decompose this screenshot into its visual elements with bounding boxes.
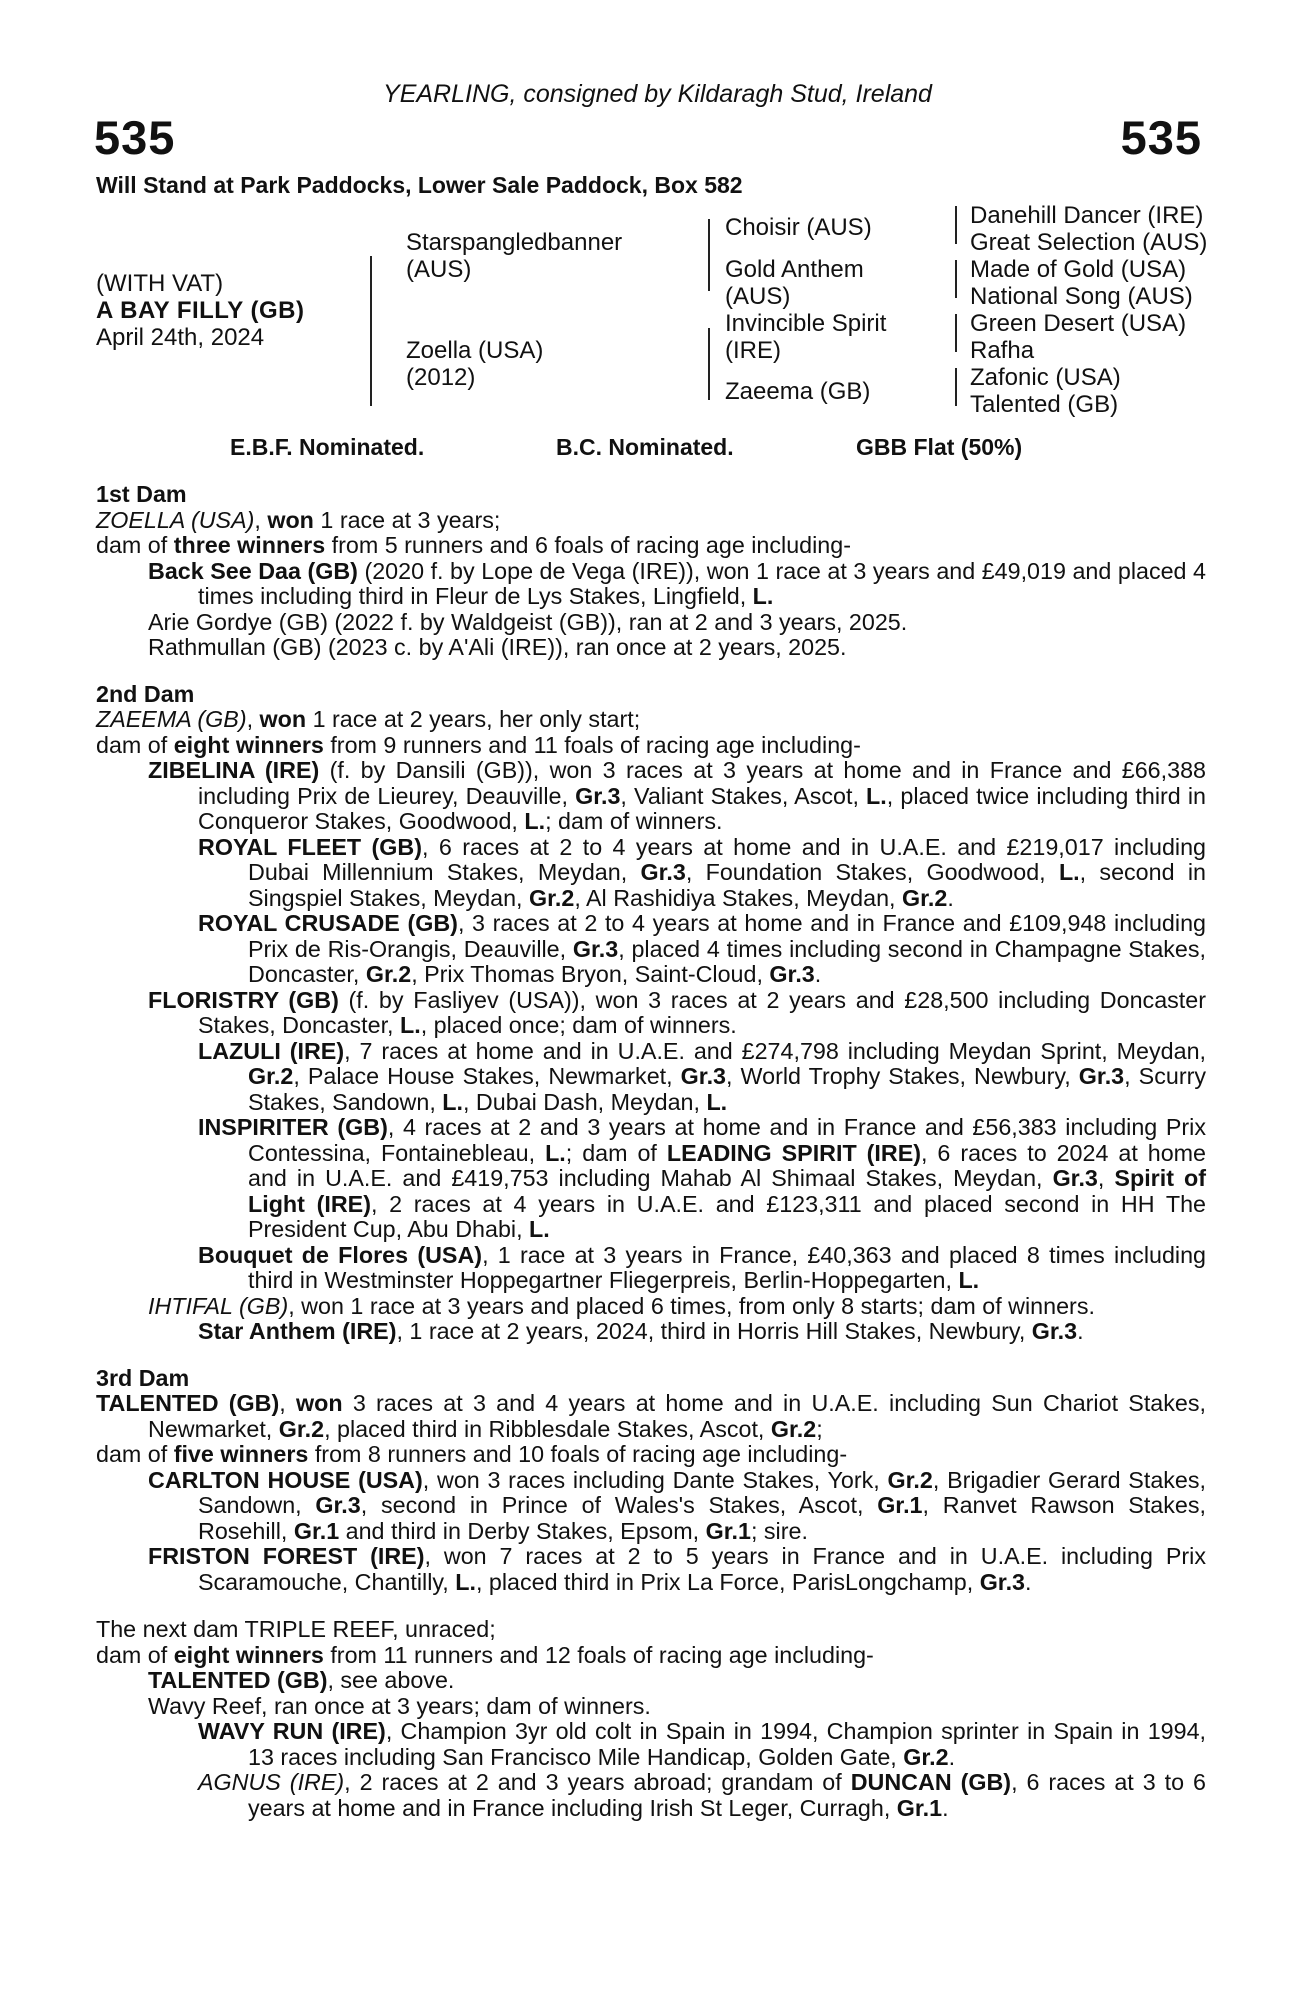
list-item: Wavy Reef, ran once at 3 years; dam of winners. bbox=[148, 1692, 651, 1719]
list-item: WAVY RUN (IRE), Champion 3yr old colt in Spain in 1994, Champion sprinter in Spain in 1994, 13 races including San Francisco Mile Handicap, Golden Gate, Gr.2. bbox=[198, 1718, 1206, 1770]
list-item: IHTIFAL (GB), won 1 race at 3 years and placed 6 times, from only 8 starts; dam of winners. bbox=[148, 1292, 1095, 1319]
next-dam-produce: dam of eight winners from 11 runners and 12 foals of racing age including- bbox=[96, 1641, 874, 1668]
second-dam-line: ZAEEMA (GB), won 1 race at 2 years, her only start; bbox=[96, 706, 641, 732]
sire-country: (AUS) bbox=[406, 256, 472, 283]
lot-number-left: 535 bbox=[94, 111, 176, 164]
gen3-7: Zafonic (USA) bbox=[970, 364, 1121, 391]
dam-year: (2012) bbox=[406, 364, 476, 391]
pedigree-brace bbox=[955, 314, 957, 352]
third-dam-heading: 3rd Dam bbox=[96, 1364, 190, 1391]
pedigree-brace bbox=[708, 328, 710, 400]
list-item: TALENTED (GB), see above. bbox=[148, 1667, 455, 1693]
pedigree-brace bbox=[370, 256, 372, 406]
dam-dam: Zaeema (GB) bbox=[725, 378, 871, 405]
pedigree-brace bbox=[955, 260, 957, 298]
gen3-8: Talented (GB) bbox=[970, 391, 1119, 418]
list-item: Bouquet de Flores (USA), 1 race at 3 years in France, £40,363 and placed 8 times including third in Westminster Hoppegartner Fliegerpreis, Berlin-Hoppegarten, L. bbox=[198, 1241, 1207, 1293]
lot-number-right: 535 bbox=[1120, 111, 1202, 164]
dam-sire: Invincible Spirit bbox=[725, 310, 887, 337]
list-item: LAZULI (IRE), 7 races at home and in U.A.E. and £274,798 including Meydan Sprint, Meydan, Gr.2, Palace House Stakes, Newmarket, Gr.3, World Trophy Stakes, Newbury, Gr.3, Scurry Stakes, Sandown, L., Dubai Dash, Meydan, L. bbox=[198, 1037, 1207, 1115]
first-dam-line: ZOELLA (USA), won 1 race at 3 years; bbox=[96, 506, 501, 533]
list-item: ROYAL CRUSADE (GB), 3 races at 2 to 4 years at home and in France and £109,948 including Prix de Ris-Orangis, Deauville, Gr.3, placed 4 times including second in Champagne Stakes, Doncaster, Gr.2, Prix Thomas Bryon, Saint-Cloud, Gr.3. bbox=[198, 910, 1206, 987]
third-dam-line: TALENTED (GB), won 3 races at 3 and 4 years at home and in U.A.E. including Sun Chariot Stakes, Newmarket, Gr.2, placed third in Ribblesdale Stakes, Ascot, Gr.2; bbox=[96, 1390, 1206, 1442]
bc-nomination: B.C. Nominated. bbox=[556, 434, 734, 460]
gen3-3: Made of Gold (USA) bbox=[970, 256, 1187, 283]
list-item: Arie Gordye (GB) (2022 f. by Waldgeist (GB)), ran at 2 and 3 years, 2025. bbox=[148, 608, 908, 635]
list-item: CARLTON HOUSE (USA), won 3 races including Dante Stakes, York, Gr.2, Brigadier Gerard Stakes, Sandown, Gr.3, second in Prince of Wales's Stakes, Ascot, Gr.1, Ranvet Rawson Stakes, Rosehill, Gr.1 and third in Derby Stakes, Epsom, Gr.1; sire. bbox=[148, 1466, 1206, 1544]
vat-note: (WITH VAT) bbox=[96, 270, 224, 297]
list-item: ROYAL FLEET (GB), 6 races at 2 to 4 years at home and in U.A.E. and £219,017 including Dubai Millennium Stakes, Meydan, Gr.3, Foundation Stakes, Goodwood, L., second in Singspiel Stakes, Meydan, Gr.2, Al Rashidiya Stakes, Meydan, Gr.2. bbox=[198, 833, 1206, 911]
third-dam-produce: dam of five winners from 8 runners and 10 foals of racing age including- bbox=[96, 1441, 848, 1467]
sire-sire: Choisir (AUS) bbox=[725, 214, 872, 241]
consignor-header: YEARLING, consigned by Kildaragh Stud, Ireland bbox=[383, 80, 932, 108]
first-dam-heading: 1st Dam bbox=[96, 481, 187, 507]
gen3-4: National Song (AUS) bbox=[970, 283, 1193, 310]
gbb-nomination: GBB Flat (50%) bbox=[856, 434, 1023, 460]
first-dam-produce: dam of three winners from 5 runners and 6 foals of racing age including- bbox=[96, 532, 851, 558]
lot-name: A BAY FILLY (GB) bbox=[96, 297, 305, 324]
list-item: FLORISTRY (GB) (f. by Fasliyev (USA)), won 3 races at 2 years and £28,500 including Doncaster Stakes, Doncaster, L., placed once; dam of winners. bbox=[148, 986, 1206, 1038]
list-item: Star Anthem (IRE), 1 race at 2 years, 2024, third in Horris Hill Stakes, Newbury, Gr.3. bbox=[198, 1318, 1084, 1344]
pedigree-brace bbox=[708, 219, 710, 291]
sire-name: Starspangledbanner bbox=[406, 229, 623, 256]
sire-dam-country: (AUS) bbox=[725, 283, 791, 310]
dam-sire-country: (IRE) bbox=[725, 337, 781, 364]
list-item: Rathmullan (GB) (2023 c. by A'Ali (IRE)), ran once at 2 years, 2025. bbox=[148, 634, 847, 660]
stand-location: Will Stand at Park Paddocks, Lower Sale Paddock, Box 582 bbox=[96, 172, 743, 198]
ebf-nomination: E.B.F. Nominated. bbox=[230, 434, 425, 460]
second-dam-heading: 2nd Dam bbox=[96, 680, 195, 707]
catalogue-body bbox=[96, 482, 1206, 1821]
sire-dam: Gold Anthem bbox=[725, 256, 864, 283]
gen3-1: Danehill Dancer (IRE) bbox=[970, 202, 1204, 229]
gen3-6: Rafha bbox=[970, 337, 1035, 364]
dam-name: Zoella (USA) bbox=[406, 337, 544, 364]
gen3-2: Great Selection (AUS) bbox=[970, 229, 1208, 256]
list-item: INSPIRITER (GB), 4 races at 2 and 3 years at home and in France and £56,383 including Prix Contessina, Fontainebleau, L.; dam of LEADING SPIRIT (IRE), 6 races to 2024 at home and in U.A.E. and £419,753 including Mahab Al Shimaal Stakes, Meydan, Gr.3, Spirit of Light (IRE), 2 races at 4 years in U.A.E. and £123,311 and placed second in HH The President Cup, Abu Dhabi, L. bbox=[198, 1114, 1207, 1242]
list-item: AGNUS (IRE), 2 races at 2 and 3 years abroad; grandam of DUNCAN (GB), 6 races at 3 to 6 years at home and in France including Irish St Leger, Curragh, Gr.1. bbox=[198, 1769, 1207, 1821]
second-dam-produce: dam of eight winners from 9 runners and 11 foals of racing age including- bbox=[96, 731, 861, 758]
list-item: ZIBELINA (IRE) (f. by Dansili (GB)), won 3 races at 3 years at home and in France and £66,388 including Prix de Lieurey, Deauville, Gr.3, Valiant Stakes, Ascot, L., placed twice including third in Conqueror Stakes, Goodwood, L.; dam of winners. bbox=[148, 757, 1207, 834]
list-item: FRISTON FOREST (IRE), won 7 races at 2 to 5 years in France and in U.A.E. including Prix Scaramouche, Chantilly, L., placed third in Prix La Force, ParisLongchamp, Gr.3. bbox=[148, 1543, 1206, 1595]
pedigree-brace bbox=[955, 368, 957, 406]
gen3-5: Green Desert (USA) bbox=[970, 310, 1187, 337]
foaling-date: April 24th, 2024 bbox=[96, 324, 265, 351]
list-item: Back See Daa (GB) (2020 f. by Lope de Vega (IRE)), won 1 race at 3 years and £49,019 and placed 4 times including third in Fleur de Lys Stakes, Lingfield, L. bbox=[148, 557, 1206, 609]
pedigree-brace bbox=[955, 206, 957, 244]
next-dam-line: The next dam TRIPLE REEF, unraced; bbox=[96, 1616, 496, 1642]
